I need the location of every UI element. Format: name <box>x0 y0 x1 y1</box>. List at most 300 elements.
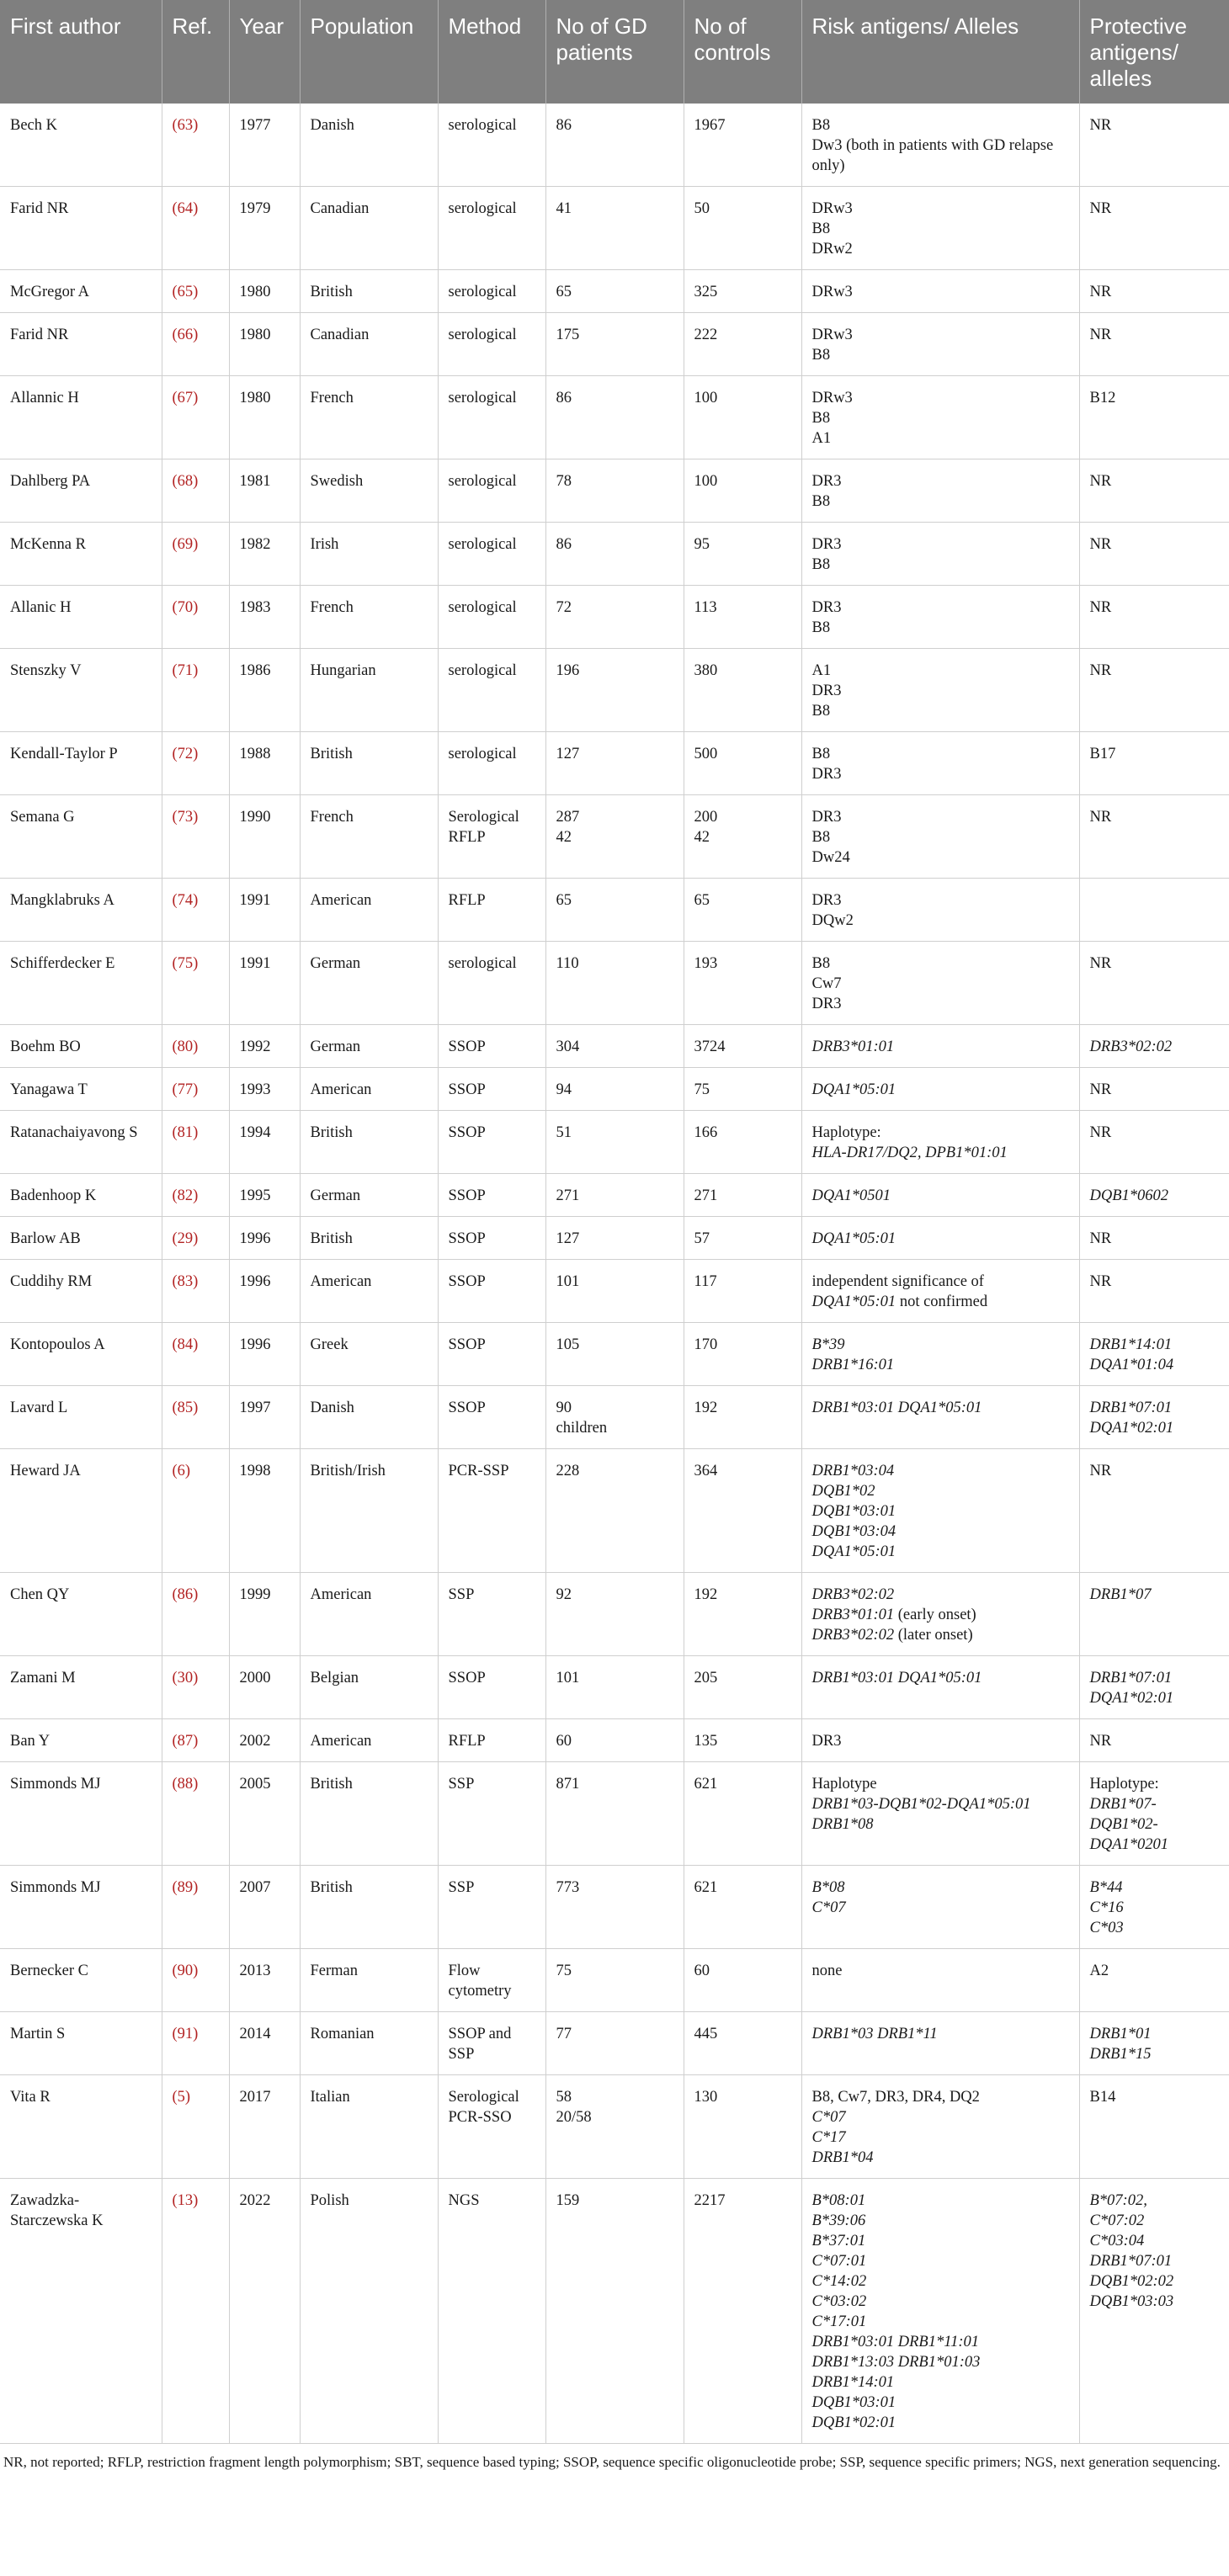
cell-risk-alleles-line: none <box>811 1963 843 1979</box>
cell-method <box>438 2179 545 2444</box>
cell-first-author: Ratanachaiyavong S <box>0 1111 162 1174</box>
cell-ref-link[interactable]: (82) <box>162 1174 229 1217</box>
cell-method <box>438 2012 545 2075</box>
cell-ref-link[interactable]: (77) <box>162 1068 229 1111</box>
cell-year: 1977 <box>229 104 300 187</box>
cell-ref-link[interactable]: (71) <box>162 649 229 732</box>
table-row <box>0 2075 1229 2179</box>
cell-protective-alleles-line: NR <box>1089 599 1112 616</box>
cell-risk-alleles <box>801 1719 1079 1762</box>
cell-ref-link[interactable]: (65) <box>162 270 229 313</box>
cell-controls <box>684 1386 801 1449</box>
cell-ref-link[interactable]: (86) <box>162 1573 229 1656</box>
cell-risk-alleles-line: B8 <box>811 220 831 237</box>
cell-method <box>438 2075 545 2179</box>
cell-first-author: McKenna R <box>0 523 162 586</box>
cell-method <box>438 104 545 187</box>
cell-ref-link[interactable]: (68) <box>162 459 229 523</box>
cell-protective-alleles-line: NR <box>1089 1273 1112 1290</box>
header-first-author: First author <box>0 0 162 104</box>
cell-first-author: Zawadzka-Starczewska K <box>0 2179 162 2444</box>
cell-method-line: SSOP <box>448 1038 486 1055</box>
cell-protective-alleles-line: B17 <box>1089 746 1116 762</box>
cell-protective-alleles <box>1079 1762 1229 1866</box>
cell-controls <box>684 879 801 942</box>
cell-risk-alleles-line: B*39:06 <box>811 2212 866 2229</box>
cell-controls-line: 57 <box>694 1230 710 1247</box>
cell-gd-patients-line: 77 <box>556 2026 572 2042</box>
cell-protective-alleles-line: DQB1*02:02 <box>1089 2273 1174 2290</box>
cell-risk-alleles <box>801 1217 1079 1260</box>
cell-controls <box>684 732 801 795</box>
cell-risk-alleles-line: DRw3 <box>811 200 853 217</box>
cell-protective-alleles <box>1079 459 1229 523</box>
cell-gd-patients-line: 60 <box>556 1733 572 1750</box>
cell-method <box>438 942 545 1025</box>
cell-risk-alleles-line: A1 <box>811 430 832 447</box>
cell-protective-alleles <box>1079 1111 1229 1174</box>
cell-risk-alleles-line: DR3 <box>811 996 842 1012</box>
cell-controls-line: 95 <box>694 536 710 553</box>
cell-method-line: SSP <box>448 1586 475 1603</box>
cell-protective-alleles-line: DRB1*14:01 <box>1089 1336 1173 1353</box>
cell-risk-alleles-line: DR3 <box>811 599 842 616</box>
cell-risk-alleles-line: DRw3 <box>811 284 853 300</box>
cell-risk-alleles-line: C*17 <box>811 2129 846 2146</box>
cell-risk-alleles-line: DQB1*03:04 <box>811 1523 896 1540</box>
cell-ref-link[interactable]: (30) <box>162 1656 229 1719</box>
cell-controls <box>684 649 801 732</box>
cell-gd-patients <box>545 1323 684 1386</box>
cell-method <box>438 1449 545 1573</box>
cell-controls <box>684 1323 801 1386</box>
cell-protective-alleles <box>1079 187 1229 270</box>
cell-first-author: Allannic H <box>0 376 162 459</box>
cell-population: French <box>300 376 438 459</box>
cell-ref-link[interactable]: (81) <box>162 1111 229 1174</box>
cell-risk-alleles <box>801 2075 1079 2179</box>
cell-gd-patients <box>545 1068 684 1111</box>
cell-method-line: SSOP and <box>448 2026 512 2042</box>
cell-risk-alleles <box>801 187 1079 270</box>
table-row <box>0 104 1229 187</box>
cell-risk-alleles-line: DQA1*0501 <box>811 1187 891 1204</box>
table-footnote: NR, not reported; RFLP, restriction fragment length polymorphism; SBT, sequence based typing; SSOP, sequence specific oligonucleotide probe; SSP, sequence specific primers; NGS, next generation sequencing. <box>3 2454 1221 2470</box>
cell-risk-alleles-line: DQA1*05:01 not confirmed <box>811 1293 988 1310</box>
cell-year: 1980 <box>229 376 300 459</box>
cell-gd-patients <box>545 1217 684 1260</box>
cell-protective-alleles <box>1079 586 1229 649</box>
cell-risk-alleles-line: DRB3*01:01 (early onset) <box>811 1607 976 1623</box>
cell-first-author: Kendall-Taylor P <box>0 732 162 795</box>
cell-protective-alleles <box>1079 1068 1229 1111</box>
cell-controls-line: 135 <box>694 1733 718 1750</box>
cell-method-line: RFLP <box>448 892 486 909</box>
cell-protective-alleles <box>1079 1573 1229 1656</box>
cell-ref-link[interactable]: (67) <box>162 376 229 459</box>
cell-method-line: serological <box>448 284 517 300</box>
cell-first-author: Boehm BO <box>0 1025 162 1068</box>
cell-method <box>438 1719 545 1762</box>
cell-ref-link[interactable]: (70) <box>162 586 229 649</box>
cell-method-line: SSOP <box>448 1124 486 1141</box>
cell-ref-link[interactable]: (80) <box>162 1025 229 1068</box>
cell-population: American <box>300 1068 438 1111</box>
cell-risk-alleles-line: DQB1*03:01 <box>811 1503 896 1520</box>
cell-year: 1986 <box>229 649 300 732</box>
cell-controls-line: 117 <box>694 1273 717 1290</box>
cell-risk-alleles-line: DRB1*03-DQB1*02-DQA1*05:01 <box>811 1796 1031 1813</box>
cell-protective-alleles-line: A2 <box>1089 1963 1109 1979</box>
cell-ref-link[interactable]: (90) <box>162 1949 229 2012</box>
cell-method <box>438 187 545 270</box>
cell-method-line: SSP <box>448 2046 475 2063</box>
cell-risk-alleles <box>801 1866 1079 1949</box>
cell-risk-alleles-line: DR3 <box>811 536 842 553</box>
cell-population: Belgian <box>300 1656 438 1719</box>
cell-gd-patients <box>545 1025 684 1068</box>
cell-controls <box>684 1573 801 1656</box>
cell-risk-alleles-line: B*08:01 <box>811 2192 866 2209</box>
cell-method <box>438 1068 545 1111</box>
cell-protective-alleles-line: DQB1*02- <box>1089 1816 1158 1833</box>
cell-risk-alleles-line: DRB1*03:01 DQA1*05:01 <box>811 1670 982 1686</box>
header-gd-patients: No of GD patients <box>545 0 684 104</box>
cell-ref-link[interactable]: (29) <box>162 1217 229 1260</box>
cell-gd-patients-line: 287 <box>556 809 580 826</box>
cell-method <box>438 1866 545 1949</box>
cell-method <box>438 586 545 649</box>
cell-risk-alleles-line: DR3 <box>811 473 842 490</box>
cell-method-line: PCR-SSO <box>448 2109 512 2126</box>
header-method: Method <box>438 0 545 104</box>
cell-gd-patients <box>545 2012 684 2075</box>
cell-gd-patients <box>545 1449 684 1573</box>
cell-year: 2014 <box>229 2012 300 2075</box>
cell-protective-alleles-line: DQA1*02:01 <box>1089 1690 1174 1707</box>
cell-first-author: Vita R <box>0 2075 162 2179</box>
cell-controls-line: 3724 <box>694 1038 726 1055</box>
cell-year: 1990 <box>229 795 300 879</box>
cell-risk-alleles-line: B8 <box>811 410 831 427</box>
cell-ref-link[interactable]: (72) <box>162 732 229 795</box>
cell-risk-alleles <box>801 1025 1079 1068</box>
cell-first-author: Schifferdecker E <box>0 942 162 1025</box>
cell-controls <box>684 1260 801 1323</box>
cell-gd-patients-line: 65 <box>556 892 572 909</box>
cell-protective-alleles <box>1079 1386 1229 1449</box>
cell-first-author: Badenhoop K <box>0 1174 162 1217</box>
cell-method-line: SSOP <box>448 1081 486 1098</box>
table-row <box>0 1866 1229 1949</box>
cell-risk-alleles-line: B*08 <box>811 1879 845 1896</box>
cell-risk-alleles-line: C*03:02 <box>811 2293 867 2310</box>
cell-controls-line: 271 <box>694 1187 718 1204</box>
cell-year: 1999 <box>229 1573 300 1656</box>
cell-protective-alleles-line: DRB1*07:01 <box>1089 2253 1173 2270</box>
cell-first-author: Bernecker C <box>0 1949 162 2012</box>
table-row <box>0 459 1229 523</box>
cell-ref-link[interactable]: (63) <box>162 104 229 187</box>
cell-controls-line: 50 <box>694 200 710 217</box>
table-row <box>0 1719 1229 1762</box>
cell-gd-patients-line: 271 <box>556 1187 580 1204</box>
cell-ref-link[interactable]: (6) <box>162 1449 229 1573</box>
cell-protective-alleles-line: DRB1*07:01 <box>1089 1670 1173 1686</box>
cell-controls <box>684 1719 801 1762</box>
cell-ref-link[interactable]: (91) <box>162 2012 229 2075</box>
table-row <box>0 1068 1229 1111</box>
cell-first-author: Lavard L <box>0 1386 162 1449</box>
cell-method-line: RFLP <box>448 829 486 846</box>
cell-year: 1998 <box>229 1449 300 1573</box>
cell-ref-link[interactable]: (89) <box>162 1866 229 1949</box>
cell-protective-alleles <box>1079 879 1229 942</box>
table-row <box>0 270 1229 313</box>
cell-risk-alleles <box>801 313 1079 376</box>
cell-risk-alleles <box>801 270 1079 313</box>
cell-protective-alleles-line: NR <box>1089 117 1112 134</box>
cell-controls-line: 364 <box>694 1463 718 1479</box>
cell-protective-alleles-line: DQB1*03:03 <box>1089 2293 1174 2310</box>
cell-gd-patients <box>545 1386 684 1449</box>
cell-method-line: Serological <box>448 2089 519 2106</box>
cell-risk-alleles-line: B8 <box>811 117 831 134</box>
cell-risk-alleles-line: DRw2 <box>811 241 853 258</box>
cell-gd-patients-line: 110 <box>556 955 579 972</box>
cell-risk-alleles-line: DRB1*08 <box>811 1816 874 1833</box>
cell-protective-alleles-line: NR <box>1089 200 1112 217</box>
cell-gd-patients-line: 58 <box>556 2089 572 2106</box>
cell-population: German <box>300 942 438 1025</box>
table-row <box>0 1217 1229 1260</box>
cell-risk-alleles <box>801 649 1079 732</box>
cell-controls-line: 100 <box>694 473 718 490</box>
cell-gd-patients-line: 101 <box>556 1670 580 1686</box>
cell-gd-patients-line: 72 <box>556 599 572 616</box>
cell-risk-alleles <box>801 879 1079 942</box>
cell-gd-patients-line: 42 <box>556 829 572 846</box>
cell-controls <box>684 1762 801 1866</box>
cell-protective-alleles-line: NR <box>1089 1733 1112 1750</box>
cell-protective-alleles-line: DRB1*07 <box>1089 1586 1152 1603</box>
cell-controls <box>684 2012 801 2075</box>
cell-controls <box>684 1025 801 1068</box>
cell-method <box>438 1025 545 1068</box>
cell-method <box>438 1656 545 1719</box>
cell-method-line: SSOP <box>448 1670 486 1686</box>
cell-protective-alleles-line: DRB1*01 <box>1089 2026 1152 2042</box>
cell-population: Italian <box>300 2075 438 2179</box>
cell-protective-alleles-line: NR <box>1089 536 1112 553</box>
cell-year: 1980 <box>229 313 300 376</box>
cell-first-author: McGregor A <box>0 270 162 313</box>
cell-risk-alleles <box>801 586 1079 649</box>
cell-population: British <box>300 1111 438 1174</box>
cell-gd-patients-line: 41 <box>556 200 572 217</box>
cell-method-line: SSOP <box>448 1400 486 1416</box>
cell-risk-alleles <box>801 1260 1079 1323</box>
cell-ref-link[interactable]: (85) <box>162 1386 229 1449</box>
cell-method-line: serological <box>448 536 517 553</box>
cell-controls <box>684 2179 801 2444</box>
cell-gd-patients <box>545 1719 684 1762</box>
cell-risk-alleles-line: B8 <box>811 347 831 364</box>
cell-first-author: Zamani M <box>0 1656 162 1719</box>
cell-risk-alleles-line: B8 <box>811 829 831 846</box>
cell-population: Hungarian <box>300 649 438 732</box>
cell-risk-alleles-line: DQA1*05:01 <box>811 1081 896 1098</box>
cell-risk-alleles <box>801 376 1079 459</box>
cell-gd-patients <box>545 104 684 187</box>
table-row <box>0 1656 1229 1719</box>
cell-controls <box>684 1111 801 1174</box>
table-row <box>0 1174 1229 1217</box>
cell-ref-link[interactable]: (73) <box>162 795 229 879</box>
cell-method-line: SSOP <box>448 1273 486 1290</box>
cell-population: Danish <box>300 1386 438 1449</box>
cell-protective-alleles <box>1079 795 1229 879</box>
cell-protective-alleles <box>1079 104 1229 187</box>
cell-protective-alleles-line: DRB1*15 <box>1089 2046 1152 2063</box>
cell-risk-alleles-line: DQB1*02 <box>811 1483 875 1500</box>
cell-gd-patients-line: 20/58 <box>556 2109 592 2126</box>
cell-first-author: Yanagawa T <box>0 1068 162 1111</box>
cell-risk-alleles-line: B8, Cw7, DR3, DR4, DQ2 <box>811 2089 980 2106</box>
cell-controls-line: 113 <box>694 599 717 616</box>
cell-gd-patients-line: 127 <box>556 746 580 762</box>
cell-gd-patients <box>545 2075 684 2179</box>
cell-protective-alleles <box>1079 942 1229 1025</box>
cell-first-author: Ban Y <box>0 1719 162 1762</box>
cell-gd-patients <box>545 1866 684 1949</box>
cell-gd-patients-line: 94 <box>556 1081 572 1098</box>
table-row <box>0 1449 1229 1573</box>
cell-controls-line: 621 <box>694 1776 718 1793</box>
header-year: Year <box>229 0 300 104</box>
cell-protective-alleles-line: NR <box>1089 809 1112 826</box>
cell-ref-link[interactable]: (87) <box>162 1719 229 1762</box>
cell-protective-alleles-line: NR <box>1089 284 1112 300</box>
cell-method-line: SSOP <box>448 1230 486 1247</box>
cell-risk-alleles <box>801 1762 1079 1866</box>
cell-controls <box>684 1949 801 2012</box>
cell-ref-link[interactable]: (13) <box>162 2179 229 2444</box>
cell-ref-link[interactable]: (64) <box>162 187 229 270</box>
cell-gd-patients <box>545 586 684 649</box>
cell-protective-alleles-line: C*03:04 <box>1089 2233 1145 2249</box>
cell-population: American <box>300 1719 438 1762</box>
cell-protective-alleles-line: DRB3*02:02 <box>1089 1038 1173 1055</box>
cell-risk-alleles-line: DR3 <box>811 892 842 909</box>
cell-gd-patients-line: 773 <box>556 1879 580 1896</box>
cell-risk-alleles <box>801 795 1079 879</box>
cell-first-author: Dahlberg PA <box>0 459 162 523</box>
cell-year: 1988 <box>229 732 300 795</box>
cell-method <box>438 1217 545 1260</box>
cell-ref-link[interactable]: (75) <box>162 942 229 1025</box>
cell-risk-alleles <box>801 1111 1079 1174</box>
cell-method-line: PCR-SSP <box>448 1463 509 1479</box>
cell-risk-alleles-line: DQA1*05:01 <box>811 1543 896 1560</box>
cell-protective-alleles-line: NR <box>1089 955 1112 972</box>
cell-controls-line: 166 <box>694 1124 718 1141</box>
cell-gd-patients <box>545 459 684 523</box>
cell-year: 1996 <box>229 1323 300 1386</box>
cell-ref-link[interactable]: (88) <box>162 1762 229 1866</box>
table-row <box>0 1386 1229 1449</box>
cell-protective-alleles-line: B12 <box>1089 390 1116 406</box>
cell-protective-alleles <box>1079 649 1229 732</box>
cell-controls-line: 325 <box>694 284 718 300</box>
table-row <box>0 2179 1229 2444</box>
cell-method <box>438 1111 545 1174</box>
cell-risk-alleles <box>801 1656 1079 1719</box>
cell-gd-patients <box>545 1573 684 1656</box>
cell-year: 1981 <box>229 459 300 523</box>
cell-first-author: Simmonds MJ <box>0 1866 162 1949</box>
table-row <box>0 187 1229 270</box>
cell-protective-alleles <box>1079 1866 1229 1949</box>
cell-controls <box>684 1866 801 1949</box>
cell-risk-alleles-line: Dw3 (both in patients with GD relapse only) <box>811 137 1054 174</box>
table-row <box>0 649 1229 732</box>
cell-ref-link[interactable]: (74) <box>162 879 229 942</box>
cell-method-line: serological <box>448 746 517 762</box>
cell-risk-alleles-line: DRB1*03:01 DRB1*11:01 <box>811 2334 979 2350</box>
cell-population: Ferman <box>300 1949 438 2012</box>
cell-risk-alleles-line: independent significance of <box>811 1273 984 1290</box>
cell-population: British <box>300 270 438 313</box>
cell-risk-alleles-line: DQA1*05:01 <box>811 1230 896 1247</box>
cell-protective-alleles-line: DQA1*02:01 <box>1089 1420 1174 1437</box>
header-row <box>0 0 1229 104</box>
cell-first-author: Simmonds MJ <box>0 1762 162 1866</box>
cell-ref-link[interactable]: (84) <box>162 1323 229 1386</box>
cell-population: American <box>300 879 438 942</box>
cell-ref-link[interactable]: (69) <box>162 523 229 586</box>
cell-population: French <box>300 586 438 649</box>
cell-method-line: Serological <box>448 809 519 826</box>
cell-controls <box>684 2075 801 2179</box>
cell-risk-alleles-line: DRB1*16:01 <box>811 1357 895 1373</box>
cell-population: Irish <box>300 523 438 586</box>
cell-ref-link[interactable]: (83) <box>162 1260 229 1323</box>
cell-year: 1982 <box>229 523 300 586</box>
cell-population: British/Irish <box>300 1449 438 1573</box>
cell-gd-patients-line: 92 <box>556 1586 572 1603</box>
cell-year: 1979 <box>229 187 300 270</box>
cell-controls-line: 60 <box>694 1963 710 1979</box>
cell-controls-line: 200 <box>694 809 718 826</box>
cell-population: French <box>300 795 438 879</box>
cell-ref-link[interactable]: (66) <box>162 313 229 376</box>
cell-risk-alleles-line: DRB1*03 DRB1*11 <box>811 2026 938 2042</box>
cell-controls-line: 75 <box>694 1081 710 1098</box>
cell-method <box>438 879 545 942</box>
cell-first-author: Farid NR <box>0 187 162 270</box>
cell-risk-alleles <box>801 2012 1079 2075</box>
cell-protective-alleles-line: DRB1*07- <box>1089 1796 1157 1813</box>
cell-protective-alleles <box>1079 1260 1229 1323</box>
cell-controls <box>684 1217 801 1260</box>
cell-gd-patients-line: 175 <box>556 327 580 343</box>
cell-year: 2005 <box>229 1762 300 1866</box>
cell-population: British <box>300 732 438 795</box>
cell-ref-link[interactable]: (5) <box>162 2075 229 2179</box>
cell-risk-alleles-line: DRB1*04 <box>811 2149 874 2166</box>
cell-controls-line: 222 <box>694 327 718 343</box>
